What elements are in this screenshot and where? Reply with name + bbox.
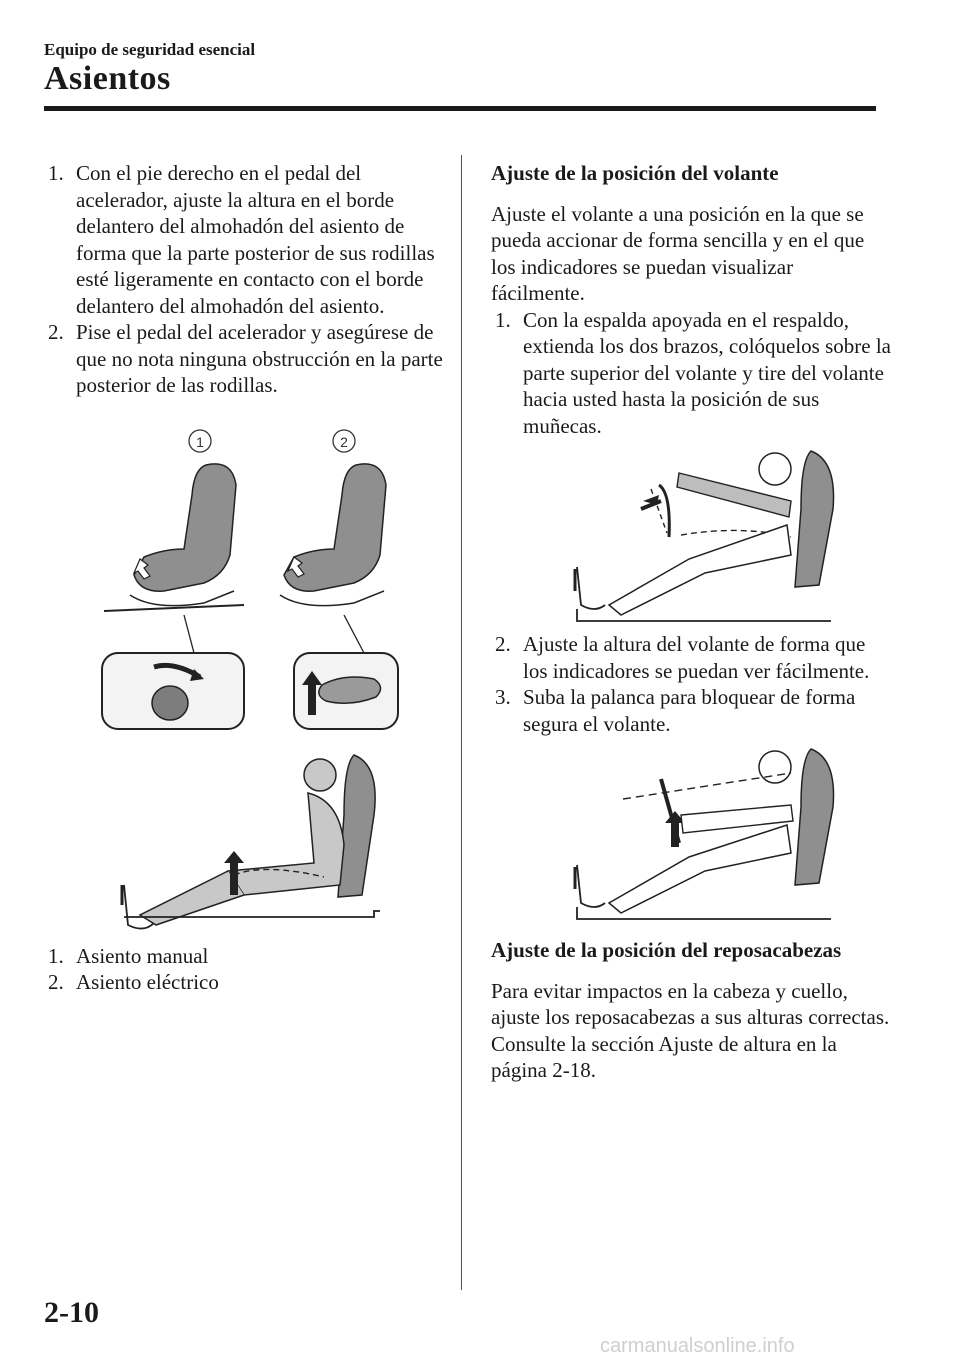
header-rule <box>44 106 876 111</box>
manual-lever-inset <box>102 653 244 729</box>
steering-steps-b <box>491 631 891 737</box>
step-number: 2. <box>495 632 511 656</box>
steering-lock-figure <box>491 743 871 923</box>
step-text: Ajuste la altura del volante de forma que los indicadores se puedan ver fácilmente. <box>523 632 870 683</box>
left-column <box>44 160 444 996</box>
step-text: Pise el pedal del acelerador y asegúrese de que no nota ninguna obstrucción en la parte posterior de las rodillas. <box>76 320 443 397</box>
seat-steps-list <box>44 160 444 399</box>
headrest-heading: Ajuste de la posición del reposacabezas <box>491 938 842 962</box>
list-item <box>44 160 444 319</box>
callout-1 <box>189 430 211 452</box>
list-item <box>491 684 891 737</box>
steering-wheel-icon <box>575 451 834 621</box>
list-item <box>44 319 444 399</box>
step-number: 2. <box>48 320 64 344</box>
legend-number: 1. <box>48 943 64 968</box>
driver-posture-figure <box>44 745 444 935</box>
step-number: 3. <box>495 685 511 709</box>
step-text: Con el pie derecho en el pedal del acelerador, ajuste la altura en el borde delantero del almohadón del asiento de forma que la parte posterior de sus rodillas esté ligeramente en contacto con el borde delantero del almohadón del asiento. <box>76 161 435 318</box>
page-title: Asientos <box>44 60 171 97</box>
step-text: Con la espalda apoyada en el respaldo, extienda los dos brazos, colóquelos sobre la parte superior del volante y tire del volante hacia usted hasta la posición de sus muñecas. <box>523 307 891 438</box>
watermark: carmanualsonline.info <box>600 1335 795 1357</box>
figure-legend <box>44 943 444 996</box>
driver-posture-icon <box>122 755 380 929</box>
steering-steps-a <box>491 307 891 440</box>
list-item <box>44 943 444 970</box>
callout-2 <box>333 430 355 452</box>
steering-lock-icon <box>575 749 834 919</box>
steering-intro: Ajuste el volante a una posición en la que se pueda accionar de forma sencilla y en el que los indicadores se puedan visualizar fácilmente. <box>491 201 865 305</box>
steering-reach-figure <box>491 445 871 625</box>
seat-icon <box>104 463 244 610</box>
legend-text: Asiento eléctrico <box>76 970 219 994</box>
legend-number: 2. <box>48 970 64 994</box>
step-number: 1. <box>495 307 511 332</box>
section-label: Equipo de seguridad esencial <box>44 40 256 59</box>
list-item <box>44 969 444 996</box>
seat-icon <box>280 463 386 605</box>
page-number: 2-10 <box>44 1296 99 1329</box>
column-divider <box>461 155 462 1290</box>
headrest-paragraph: Para evitar impactos en la cabeza y cuello, ajuste los reposacabezas a sus alturas correctas. <box>491 978 890 1029</box>
seat-adjustment-figure <box>44 415 444 745</box>
callout-2-label: 2 <box>340 433 348 450</box>
list-item <box>491 307 891 440</box>
right-column <box>491 160 891 1084</box>
legend-text: Asiento manual <box>76 943 209 968</box>
headrest-reference: Consulte la sección Ajuste de altura en la página 2-18. <box>491 1031 837 1082</box>
callout-1-label: 1 <box>196 433 204 450</box>
electric-switch-inset <box>294 653 398 729</box>
step-number: 1. <box>48 161 64 185</box>
step-text: Suba la palanca para bloquear de forma segura el volante. <box>523 685 856 736</box>
steering-heading: Ajuste de la posición del volante <box>491 161 779 185</box>
list-item <box>491 631 891 684</box>
